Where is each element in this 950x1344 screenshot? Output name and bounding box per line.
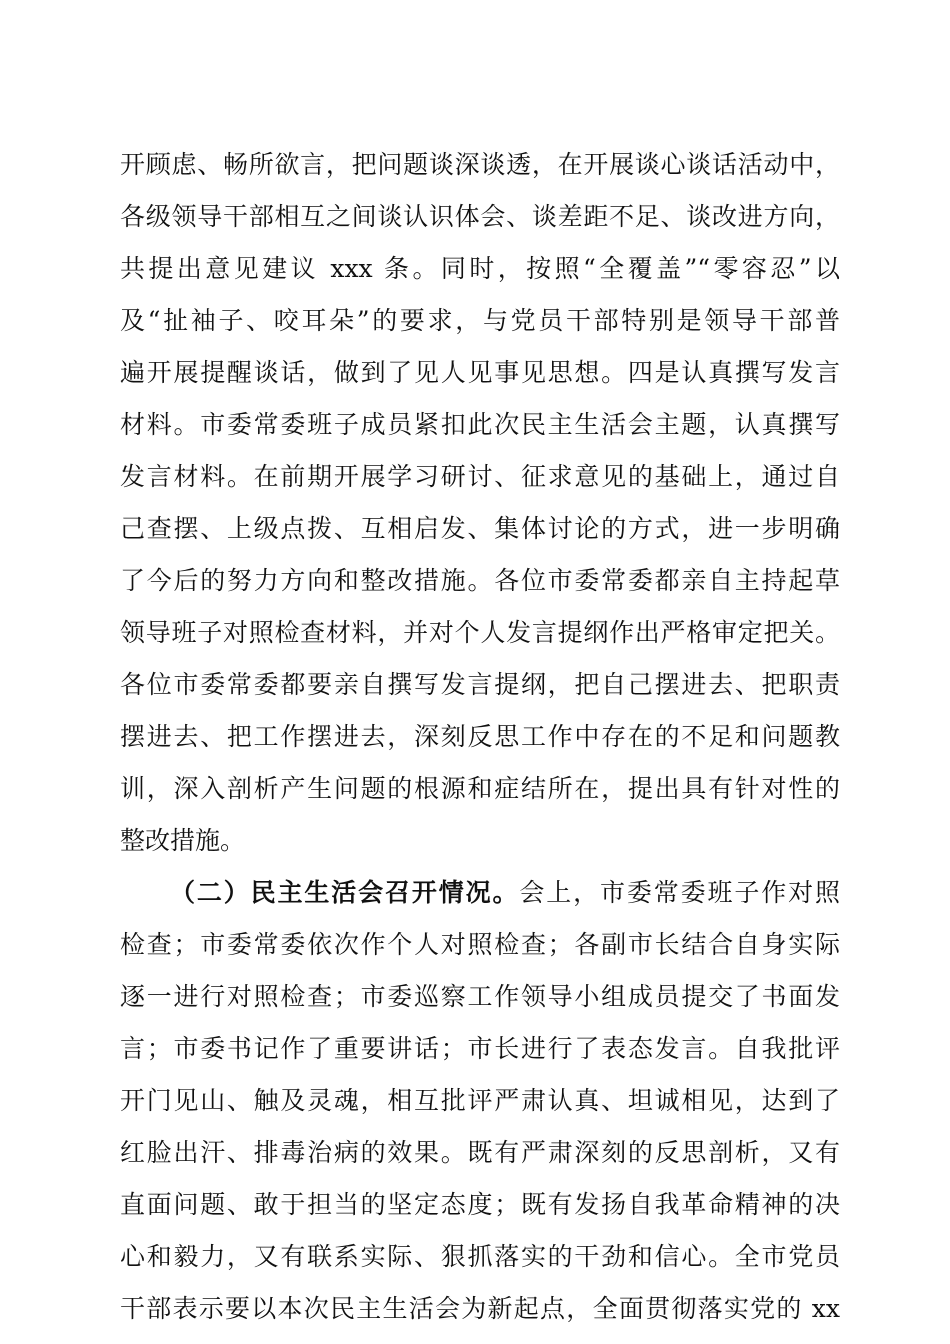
text-line: 己查摆、上级点拨、互相启发、集体讨论的方式，进一步明确	[120, 514, 840, 543]
text-line: 开门见山、触及灵魂，相互批评严肃认真、坦诚相见，达到了	[120, 1086, 840, 1115]
text-line: 检查；市委常委依次作个人对照检查；各副市长结合自身实际	[120, 930, 840, 959]
paragraph-2	[120, 867, 840, 1335]
section-heading-line	[120, 867, 840, 919]
text-line: 发言材料。在前期开展学习研讨、征求意见的基础上，通过自	[120, 462, 840, 491]
text-line: 遍开展提醒谈话，做到了见人见事见思想。四是认真撰写发言	[120, 358, 840, 387]
text-line: 训，深入剖析产生问题的根源和症结所在，提出具有针对性的	[120, 774, 840, 803]
text-line: 干部表示要以本次民主生活会为新起点，全面贯彻落实党的 xx	[120, 1294, 840, 1323]
section-heading-rest: 会上，市委常委班子作对照	[519, 878, 840, 907]
text-line: 各位市委常委都要亲自撰写发言提纲，把自己摆进去、把职责	[120, 670, 840, 699]
text-line: 言；市委书记作了重要讲话；市长进行了表态发言。自我批评	[120, 1034, 840, 1063]
text-line: 逐一进行对照检查；市委巡察工作领导小组成员提交了书面发	[120, 982, 840, 1011]
text-line: 领导班子对照检查材料，并对个人发言提纲作出严格审定把关。	[120, 618, 840, 647]
text-line: 摆进去、把工作摆进去，深刻反思工作中存在的不足和问题教	[120, 722, 840, 751]
text-line: 共提出意见建议 xxx 条。同时，按照“全覆盖”“零容忍”以	[120, 254, 840, 283]
text-line: 开顾虑、畅所欲言，把问题谈深谈透，在开展谈心谈话活动中，	[120, 150, 840, 179]
body-text	[120, 139, 840, 1335]
text-line: 各级领导干部相互之间谈认识体会、谈差距不足、谈改进方向，	[120, 202, 840, 231]
text-line: 材料。市委常委班子成员紧扣此次民主生活会主题，认真撰写	[120, 410, 840, 439]
section-heading: （二）民主生活会召开情况。	[170, 878, 520, 907]
text-line: 红脸出汗、排毒治病的效果。既有严肃深刻的反思剖析，又有	[120, 1138, 840, 1167]
text-line: 整改措施。	[120, 826, 246, 855]
text-line: 直面问题、敢于担当的坚定态度；既有发扬自我革命精神的决	[120, 1190, 840, 1219]
paragraph-1	[120, 139, 840, 867]
text-line: 心和毅力，又有联系实际、狠抓落实的干劲和信心。全市党员	[120, 1242, 840, 1271]
text-line: 了今后的努力方向和整改措施。各位市委常委都亲自主持起草	[120, 566, 840, 595]
text-line: 及“扯袖子、咬耳朵”的要求，与党员干部特别是领导干部普	[120, 306, 840, 335]
